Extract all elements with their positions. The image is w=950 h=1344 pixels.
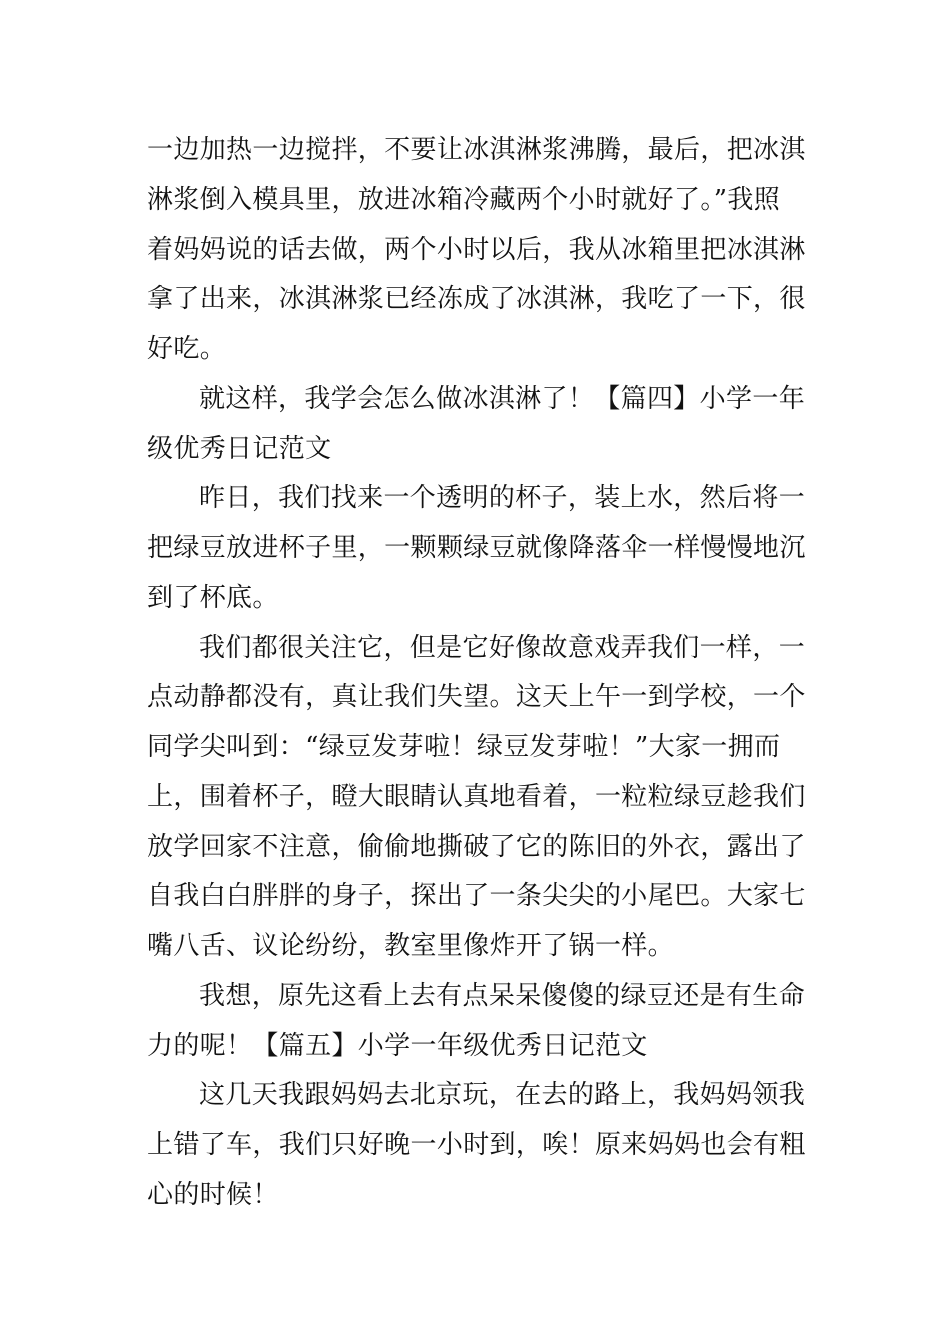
text-line: 上，围着杯子，瞪大眼睛认真地看着，一粒粒绿豆趁我们 bbox=[147, 782, 806, 812]
text-line: 好吃。 bbox=[147, 334, 227, 364]
text-line: 点动静都没有，真让我们失望。这天上午一到学校，一个 bbox=[147, 682, 806, 712]
text-line: 自我白白胖胖的身子，探出了一条尖尖的小尾巴。大家七 bbox=[147, 881, 806, 911]
text-line: 嘴八舌、议论纷纷，教室里像炸开了锅一样。 bbox=[147, 931, 675, 961]
text-line: 拿了出来，冰淇淋浆已经冻成了冰淇淋，我吃了一下，很 bbox=[147, 284, 806, 314]
text-line: 一边加热一边搅拌，不要让冰淇淋浆沸腾，最后，把冰淇 bbox=[147, 135, 806, 165]
text-line: 我想，原先这看上去有点呆呆傻傻的绿豆还是有生命 bbox=[199, 981, 806, 1011]
text-line: 上错了车，我们只好晚一小时到，唉！原来妈妈也会有粗 bbox=[147, 1130, 806, 1160]
text-line: 淋浆倒入模具里，放进冰箱冷藏两个小时就好了。”我照 bbox=[147, 185, 781, 215]
text-line: 级优秀日记范文 bbox=[147, 434, 332, 464]
text-line: 这几天我跟妈妈去北京玩，在去的路上，我妈妈领我 bbox=[199, 1080, 806, 1110]
text-line: 同学尖叫到：“绿豆发芽啦！绿豆发芽啦！”大家一拥而 bbox=[147, 732, 781, 762]
text-line: 心的时候！ bbox=[147, 1180, 279, 1210]
text-line: 力的呢！【篇五】小学一年级优秀日记范文 bbox=[147, 1031, 648, 1061]
text-line: 到了杯底。 bbox=[147, 583, 279, 613]
text-line: 把绿豆放进杯子里，一颗颗绿豆就像降落伞一样慢慢地沉 bbox=[147, 533, 806, 563]
text-line: 我们都很关注它，但是它好像故意戏弄我们一样，一 bbox=[199, 633, 806, 663]
text-line: 就这样，我学会怎么做冰淇淋了！【篇四】小学一年 bbox=[199, 384, 806, 414]
text-line: 放学回家不注意，偷偷地撕破了它的陈旧的外衣，露出了 bbox=[147, 832, 806, 862]
text-line: 昨日，我们找来一个透明的杯子，装上水，然后将一 bbox=[199, 483, 806, 513]
text-line: 着妈妈说的话去做，两个小时以后，我从冰箱里把冰淇淋 bbox=[147, 235, 806, 265]
